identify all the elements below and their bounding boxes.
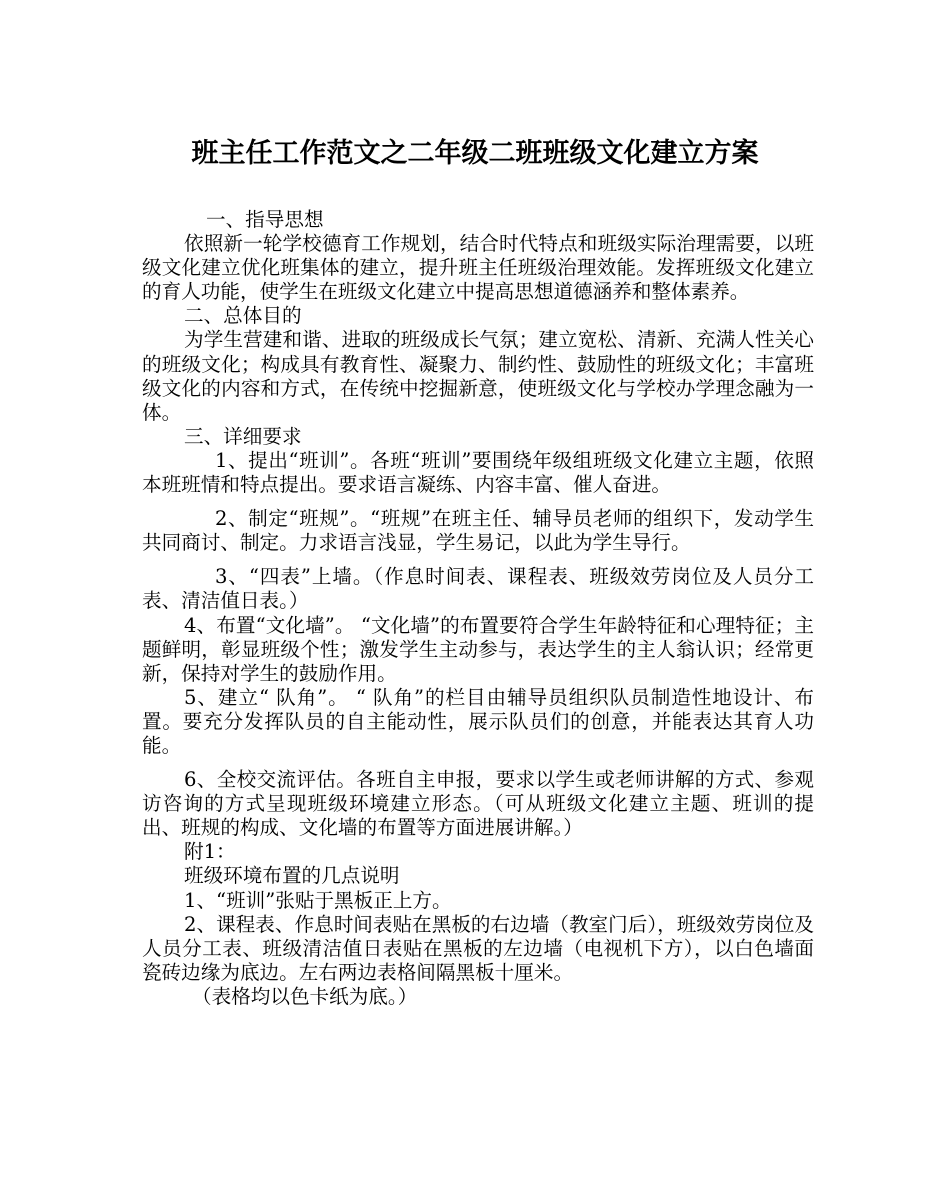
requirement-item-2: 2、制定“班规”。“班规”在班主任、辅导员老师的组织下，发动学生共同商讨、制定。力求语言浅显，学生易记，以此为学生导行。 [142,507,814,555]
requirement-item-4: 4、布置“文化墙”。 “文化墙”的布置要符合学生年龄特征和心理特征；主题鲜明，彰显班级个性；激发学生主动参与，表达学生的主人翁认识；经常更新，保持对学生的鼓励作用。 [142,613,814,685]
document-body [142,208,814,1009]
paragraph-guiding-thought: 依照新一轮学校德育工作规划，结合时代特点和班级实际治理需要，以班级文化建立优化班集体的建立，提升班主任班级治理效能。发挥班级文化建立的育人功能，使学生在班级文化建立中提高思想道德涵养和整体素养。 [142,232,814,304]
requirement-item-1: 1、提出“班训”。各班“班训”要围绕年级组班级文化建立主题，依照本班班情和特点提出。要求语言凝练、内容丰富、催人奋进。 [142,448,814,497]
requirement-item-3: 3、“四表”上墙。（作息时间表、课程表、班级效劳岗位及人员分工表、清洁值日表。） [142,565,814,613]
appendix-heading: 班级环境布置的几点说明 [184,864,400,888]
requirement-item-6: 6、全校交流评估。各班自主申报，要求以学生或老师讲解的方式、参观访咨询的方式呈现班级环境建立形态。（可从班级文化建立主题、班训的提出、班规的构成、文化墙的布置等方面进展讲解。） [142,768,814,840]
section-heading-overall-goal: 二、总体目的 [184,304,302,328]
section-heading-detailed-requirements: 三、详细要求 [184,424,302,448]
appendix-item-2: 2、课程表、作息时间表贴在黑板的右边墙（教室门后），班级效劳岗位及人员分工表、班级清洁值日表贴在黑板的左边墙（电视机下方），以白色墙面瓷砖边缘为底边。左右两边表格间隔黑板十厘米。 [142,912,814,984]
section-heading-guiding-thought: 一、指导思想 [206,208,324,231]
paragraph-overall-goal: 为学生营建和谐、进取的班级成长气氛；建立宽松、清新、充满人性关心的班级文化；构成具有教育性、凝聚力、制约性、鼓励性的班级文化；丰富班级文化的内容和方式，在传统中挖掘新意，使班级文化与学校办学理念融为一体。 [142,328,814,424]
appendix-note: （表格均以色卡纸为底。） [192,984,418,1008]
appendix-label: 附1： [184,840,236,864]
document-title: 班主任工作范文之二年级二班班级文化建立方案 [191,138,759,169]
requirement-item-5: 5、建立“ 队角”。 “ 队角”的栏目由辅导员组织队员制造性地设计、布置。要充分发挥队员的自主能动性，展示队员们的创意，并能表达其育人功能。 [142,685,814,757]
appendix-item-1: 1、“班训”张贴于黑板正上方。 [184,888,452,912]
